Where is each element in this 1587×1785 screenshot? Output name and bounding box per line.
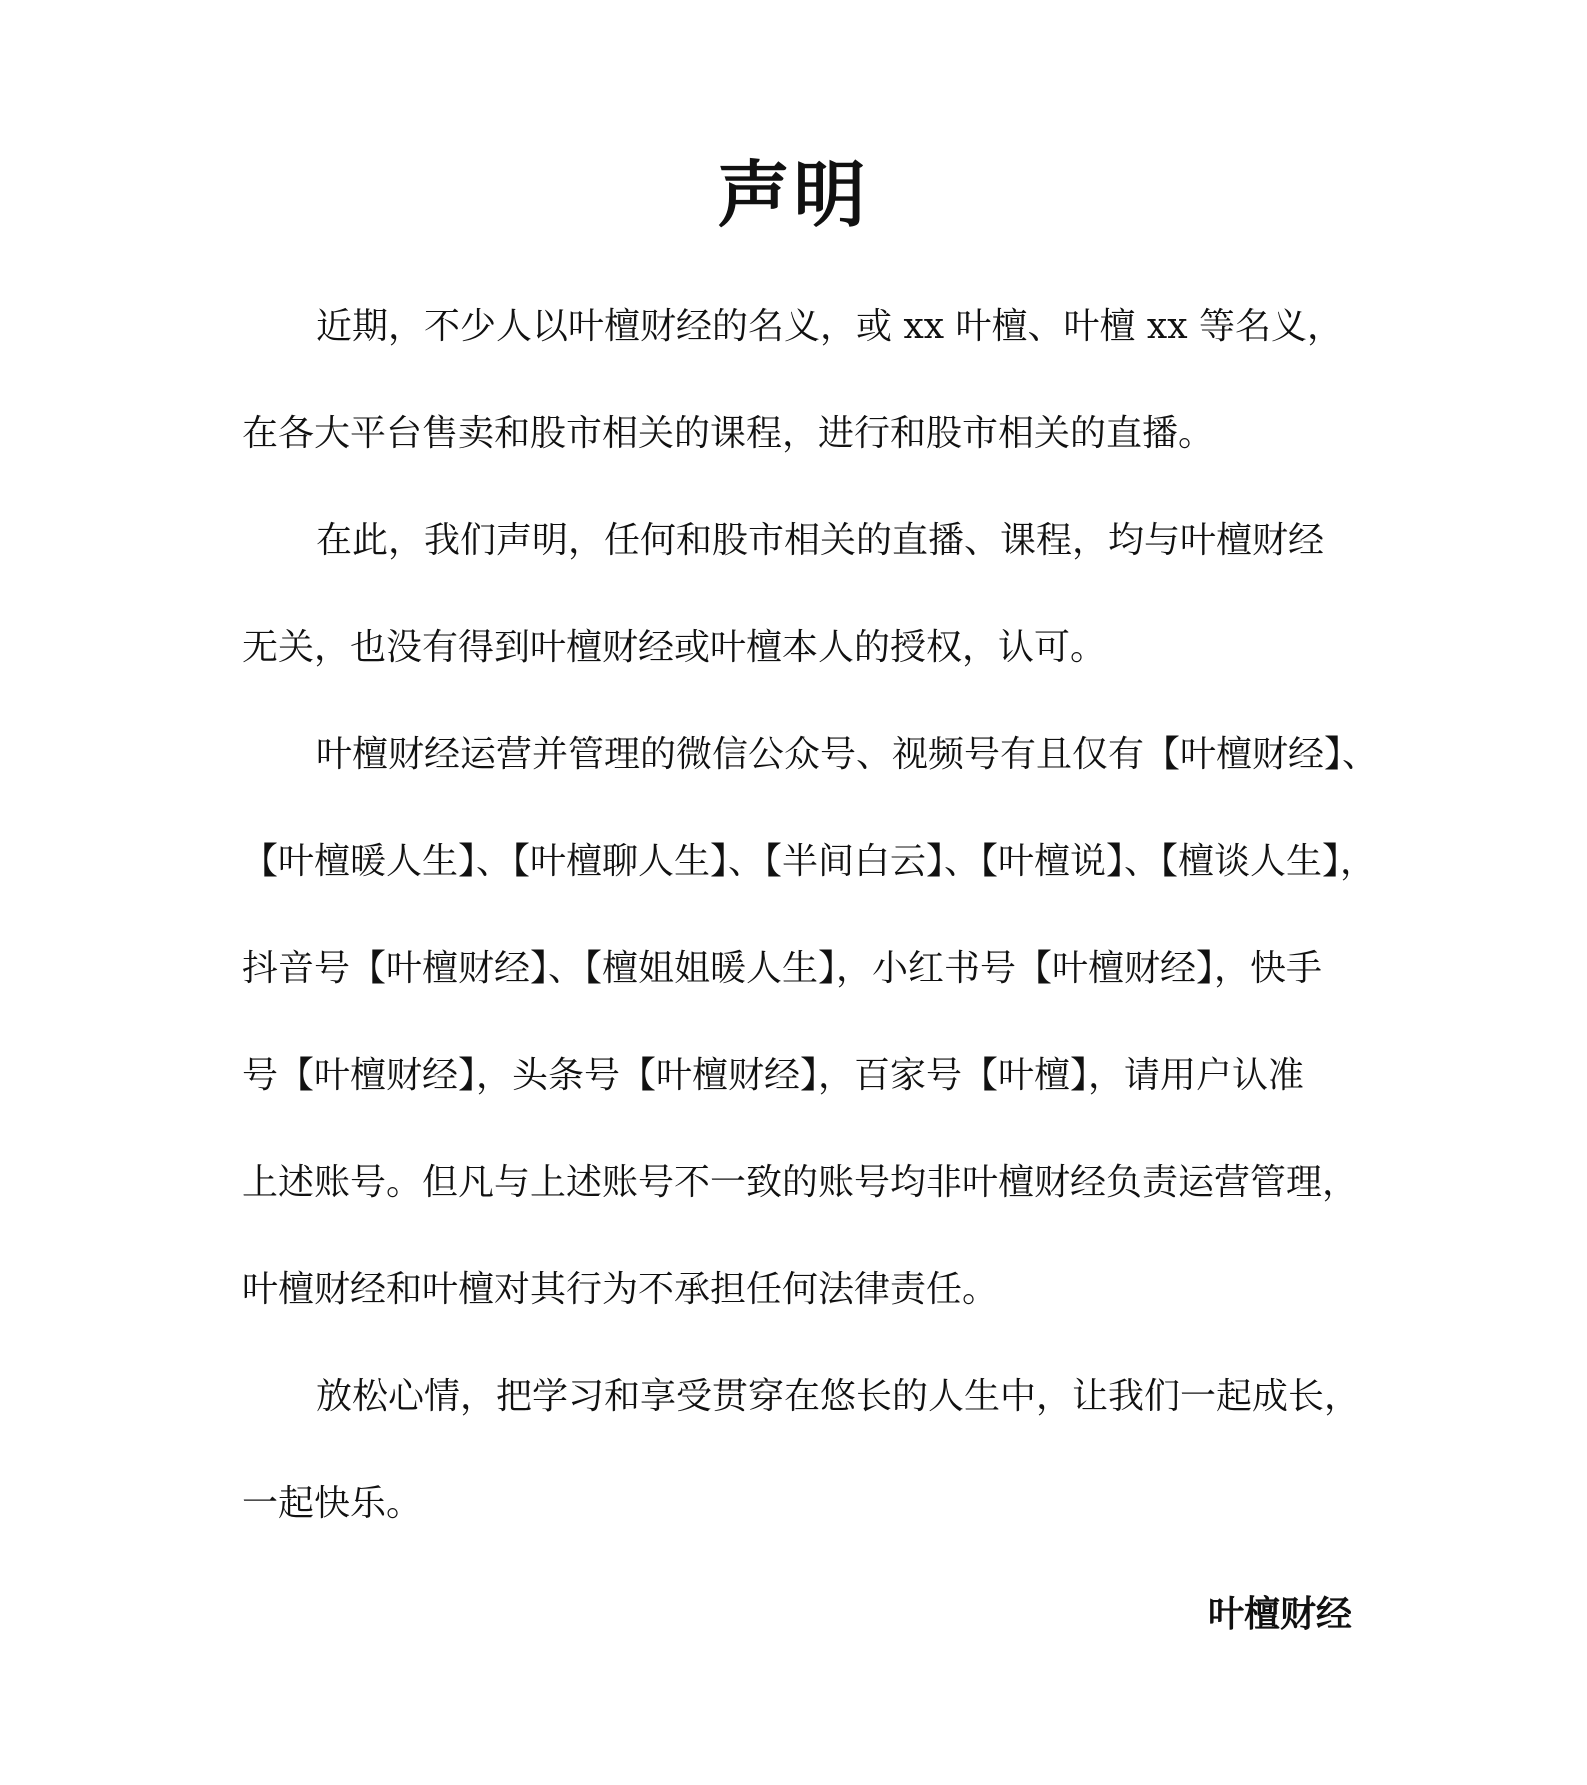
paragraph-2-line-1: 在此，我们声明，任何和股市相关的直播、课程，均与叶檀财经 xyxy=(316,520,1325,561)
paragraph-3-line-5: 上述账号。但凡与上述账号不一致的账号均非叶檀财经负责运营管理， xyxy=(242,1162,1359,1203)
paragraph-1-line-1: 近期，不少人以叶檀财经的名义，或 xx 叶檀、叶檀 xx 等名义， xyxy=(316,306,1343,347)
paragraph-3-line-4: 号【叶檀财经】，头条号【叶檀财经】，百家号【叶檀】，请用户认准 xyxy=(242,1055,1305,1096)
paragraph-4-line-2: 一起快乐。 xyxy=(242,1483,423,1524)
paragraph-1-line-2: 在各大平台售卖和股市相关的课程，进行和股市相关的直播。 xyxy=(242,413,1215,454)
paragraph-3-line-1: 叶檀财经运营并管理的微信公众号、视频号有且仅有【叶檀财经】、 xyxy=(316,734,1379,775)
paragraph-2-line-2: 无关，也没有得到叶檀财经或叶檀本人的授权，认可。 xyxy=(242,627,1107,668)
signature: 叶檀财经 xyxy=(1207,1593,1352,1635)
paragraph-3-line-2: 【叶檀暖人生】、【叶檀聊人生】、【半间白云】、【叶檀说】、【檀谈人生】， xyxy=(242,841,1377,882)
page-title: 声明 xyxy=(717,152,870,237)
paragraph-4-line-1: 放松心情，把学习和享受贯穿在悠长的人生中，让我们一起成长， xyxy=(316,1376,1361,1417)
paragraph-3-line-6: 叶檀财经和叶檀对其行为不承担任何法律责任。 xyxy=(242,1269,999,1310)
statement-body xyxy=(242,290,1379,1574)
paragraph-3-line-3: 抖音号【叶檀财经】、【檀姐姐暖人生】，小红书号【叶檀财经】，快手 xyxy=(242,948,1323,989)
